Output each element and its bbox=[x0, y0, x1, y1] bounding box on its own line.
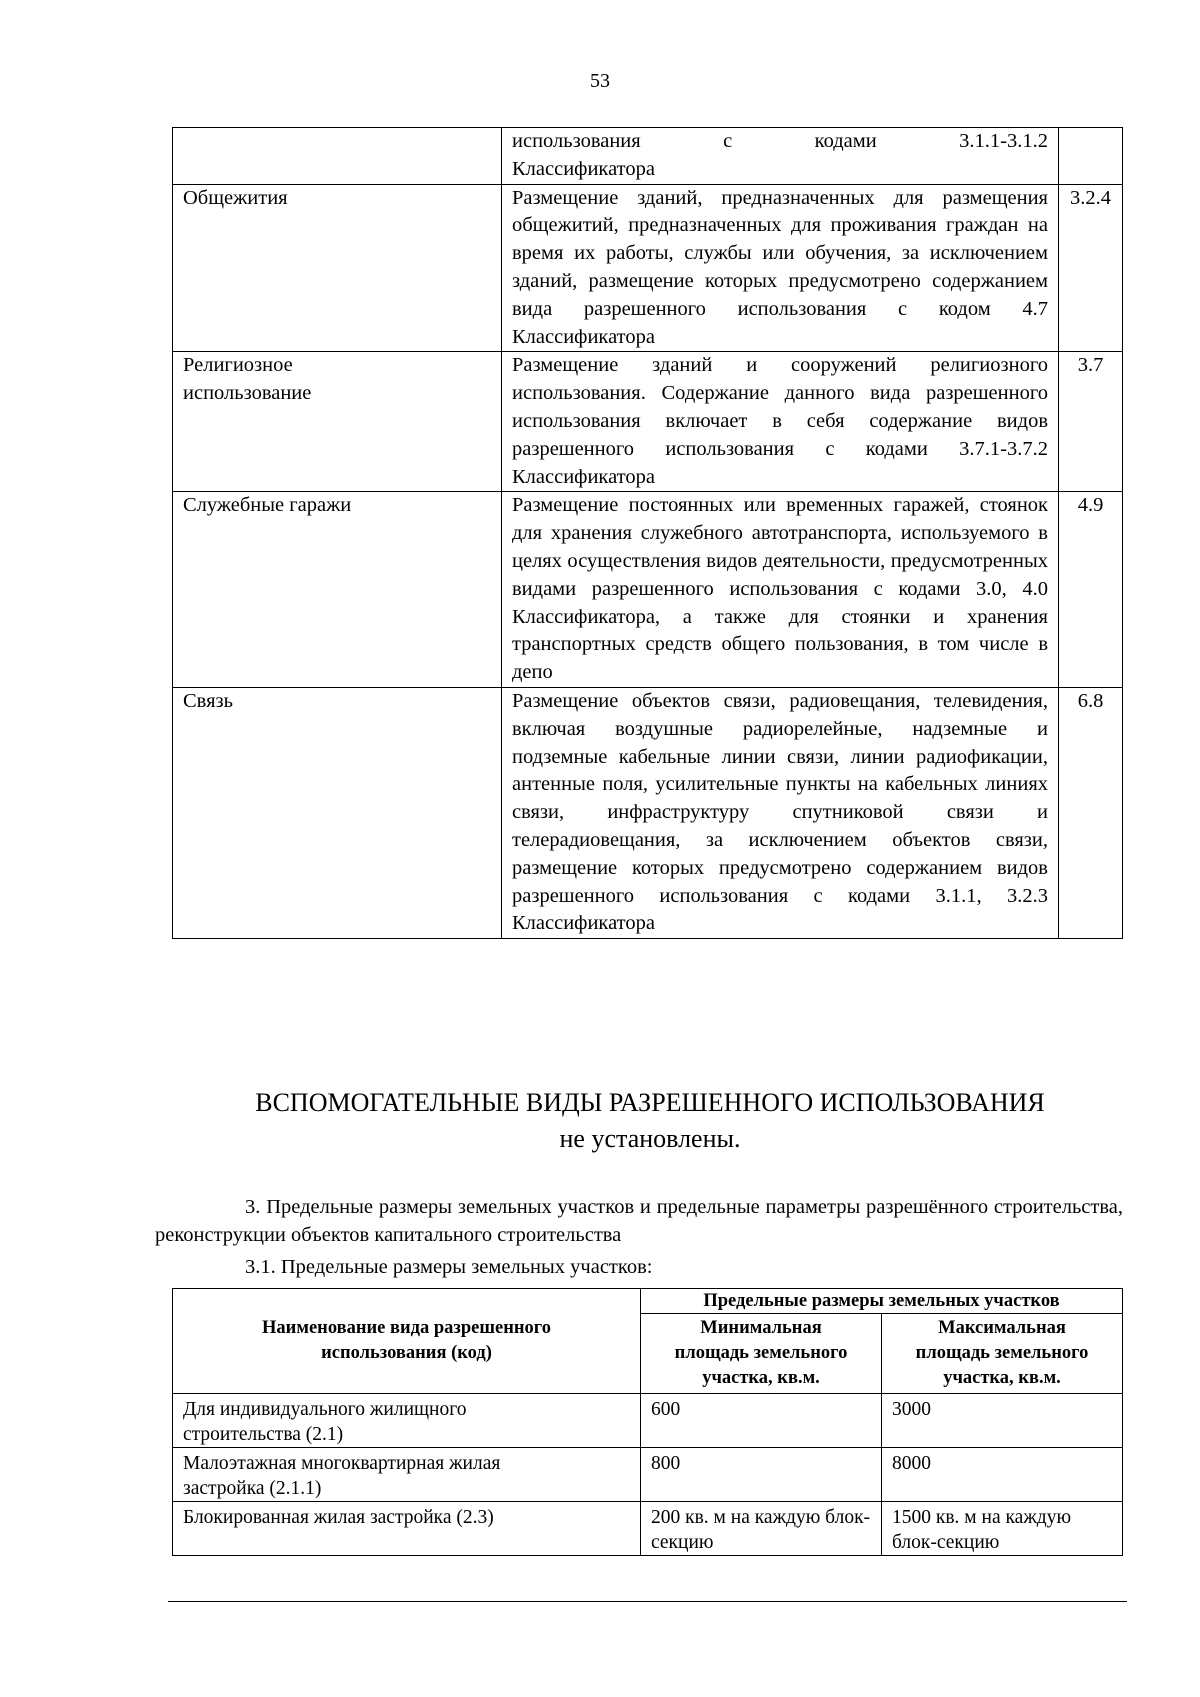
table-row bbox=[173, 1448, 1123, 1502]
use-description-cell bbox=[502, 128, 1059, 185]
use-code-cell: 3.2.4 bbox=[1059, 184, 1123, 352]
table-row bbox=[173, 1502, 1123, 1556]
auxiliary-uses-heading: ВСПОМОГАТЕЛЬНЫЕ ВИДЫ РАЗРЕШЕННОГО ИСПОЛЬЗОВАНИЯ bbox=[255, 1088, 1045, 1117]
min-area-cell: 800 bbox=[641, 1448, 882, 1502]
use-name-cell bbox=[173, 1448, 641, 1502]
section-3-1-paragraph: 3.1. Предельные размеры земельных участков: bbox=[245, 1256, 653, 1278]
table-row bbox=[173, 352, 1123, 492]
header-max-area: Максимальная площадь земельного участка, кв.м. bbox=[882, 1314, 1123, 1394]
use-description-cell: Размещение постоянных или временных гаражей, стоянок для хранения служебного автотранспорта, используемого в целях осуществления видов деятельности, предусмотренных видами разрешенного использования с кодами 3.0, 4.0 Классификатора, а также для стоянки и хранения транспортных средств общего пользования, в том числе в депо bbox=[502, 492, 1059, 688]
section-3-paragraph: 3. Предельные размеры земельных участков и предельные параметры разрешённого строительства, реконструкции объектов капитального строительства bbox=[155, 1196, 1123, 1246]
use-name-cell: Блокированная жилая застройка (2.3) bbox=[173, 1502, 641, 1556]
table-row bbox=[173, 687, 1123, 938]
use-name-cell: Связь bbox=[173, 687, 502, 938]
table-row bbox=[173, 492, 1123, 688]
header-use-name bbox=[173, 1289, 641, 1394]
use-description-cell: Размещение зданий, предназначенных для размещения общежитий, предназначенных для проживания граждан на время их работы, службы или обучения, за исключением зданий, размещение которых предусмотрено содержанием вида разрешенного использования с кодом 4.7 Классификатора bbox=[502, 184, 1059, 352]
footer-divider bbox=[168, 1601, 1127, 1602]
header-size-limits-group: Предельные размеры земельных участков bbox=[641, 1289, 1123, 1314]
word: кодами bbox=[814, 130, 877, 152]
header-min-area: Минимальная площадь земельного участка, кв.м. bbox=[641, 1314, 882, 1394]
max-area-cell: 3000 bbox=[882, 1394, 1123, 1448]
use-name-cell: Общежития bbox=[173, 184, 502, 352]
use-description-cell: Размещение зданий и сооружений религиозного использования. Содержание данного вида разрешенного использования включает в себя содержание видов разрешенного использования с кодами 3.7.1-3.7.2 Классификатора bbox=[502, 352, 1059, 492]
word: 3.1.1-3.1.2 bbox=[959, 130, 1048, 152]
description-tail: Классификатора bbox=[512, 157, 655, 180]
use-code-cell: 4.9 bbox=[1059, 492, 1123, 688]
use-name-text: Малоэтажная многоквартирная жилая застройка (2.1.1) bbox=[183, 1453, 501, 1499]
min-area-cell: 600 bbox=[641, 1394, 882, 1448]
min-area-cell: 200 кв. м на каждую блок-секцию bbox=[641, 1502, 882, 1556]
use-code-cell bbox=[1059, 128, 1123, 185]
table-row bbox=[173, 128, 1123, 185]
use-code-cell: 3.7 bbox=[1059, 352, 1123, 492]
max-area-cell: 1500 кв. м на каждую блок-секцию bbox=[882, 1502, 1123, 1556]
table-header-row bbox=[173, 1289, 1123, 1314]
use-name-cell bbox=[173, 128, 502, 185]
use-name-text: Для индивидуального жилищного строительства (2.1) bbox=[183, 1399, 467, 1445]
table-row bbox=[173, 184, 1123, 352]
permitted-uses-table bbox=[172, 127, 1123, 939]
use-name-cell bbox=[173, 1394, 641, 1448]
use-code-cell: 6.8 bbox=[1059, 687, 1123, 938]
use-name-cell: Служебные гаражи bbox=[173, 492, 502, 688]
use-description-cell: Размещение объектов связи, радиовещания, телевидения, включая воздушные радиорелейные, надземные и подземные кабельные линии связи, линии радиофикации, антенные поля, усилительные пункты на кабельных линиях связи, инфраструктуру спутниковой связи и телерадиовещания, за исключением объектов связи, размещение которых предусмотрено содержанием видов разрешенного использования с кодами 3.1.1, 3.2.3 Классификатора bbox=[502, 687, 1059, 938]
page-number: 53 bbox=[590, 70, 610, 92]
word: с bbox=[723, 130, 733, 152]
max-area-cell: 8000 bbox=[882, 1448, 1123, 1502]
description-justified-line bbox=[512, 128, 1048, 156]
table-row bbox=[173, 1394, 1123, 1448]
word: использования bbox=[512, 130, 641, 152]
header-use-name-text: Наименование вида разрешенного использования (код) bbox=[262, 1318, 551, 1363]
auxiliary-uses-status: не установлены. bbox=[559, 1124, 741, 1153]
use-name-cell bbox=[173, 352, 502, 492]
plot-size-limits-table bbox=[172, 1288, 1123, 1556]
use-name-text: Религиозное использование bbox=[183, 354, 312, 405]
